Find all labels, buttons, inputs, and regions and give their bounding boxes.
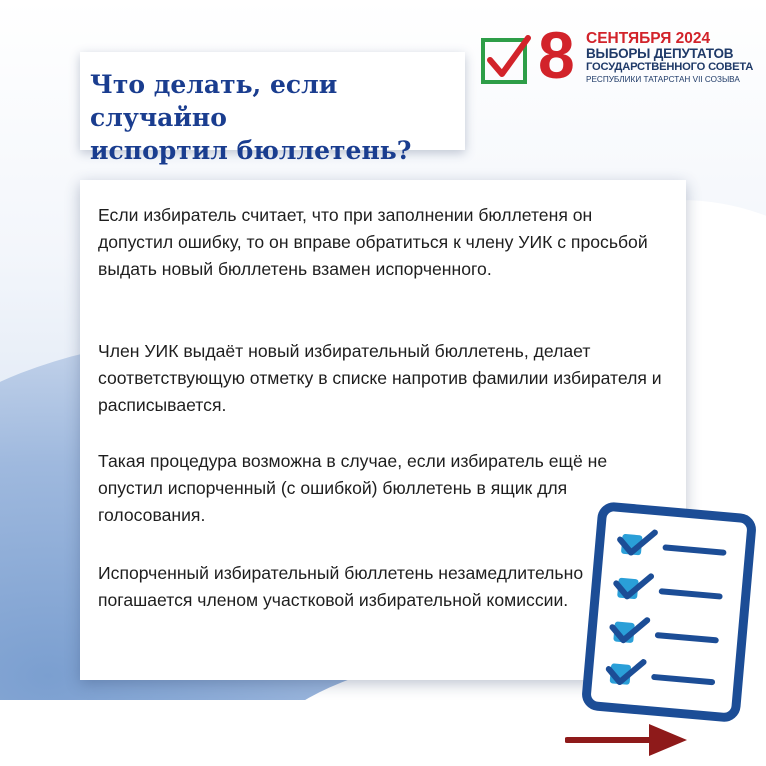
page-title: Что делать, если случайно испортил бюллетень? [90, 70, 412, 165]
logo-text [586, 30, 754, 85]
logo-date: СЕНТЯБРЯ 2024 [586, 30, 711, 47]
checkmark-box-icon [480, 34, 532, 86]
logo-line2: ВЫБОРЫ ДЕПУТАТОВ [586, 46, 734, 61]
logo-line3: ГОСУДАРСТВЕННОГО СОВЕТА [586, 61, 754, 73]
paragraph-3: Такая процедура возможна в случае, если избиратель ещё не опустил испорченный (с ошибкой) бюллетень в ящик для голосования. [98, 451, 608, 525]
title-card [80, 52, 465, 165]
logo-line4: РЕСПУБЛИКИ ТАТАРСТАН VII СОЗЫВА [586, 75, 740, 84]
checklist-icon [578, 500, 758, 725]
arrow-right-icon[interactable] [565, 722, 690, 758]
paragraph-2: Член УИК выдаёт новый избирательный бюллетень, делает соответствующую отметку в списке напротив фамилии избирателя и расписывается. [98, 341, 662, 415]
election-logo [480, 18, 754, 96]
paragraph-4: Испорченный избирательный бюллетень незамедлительно погашается членом участковой избирательной комиссии. [98, 563, 584, 610]
logo-number: 8 [538, 18, 575, 92]
paragraph-1: Если избиратель считает, что при заполнении бюллетеня он допустил ошибку, то он вправе обратиться к члену УИК с просьбой выдать новый бюллетень взамен испорченного. [98, 205, 648, 279]
